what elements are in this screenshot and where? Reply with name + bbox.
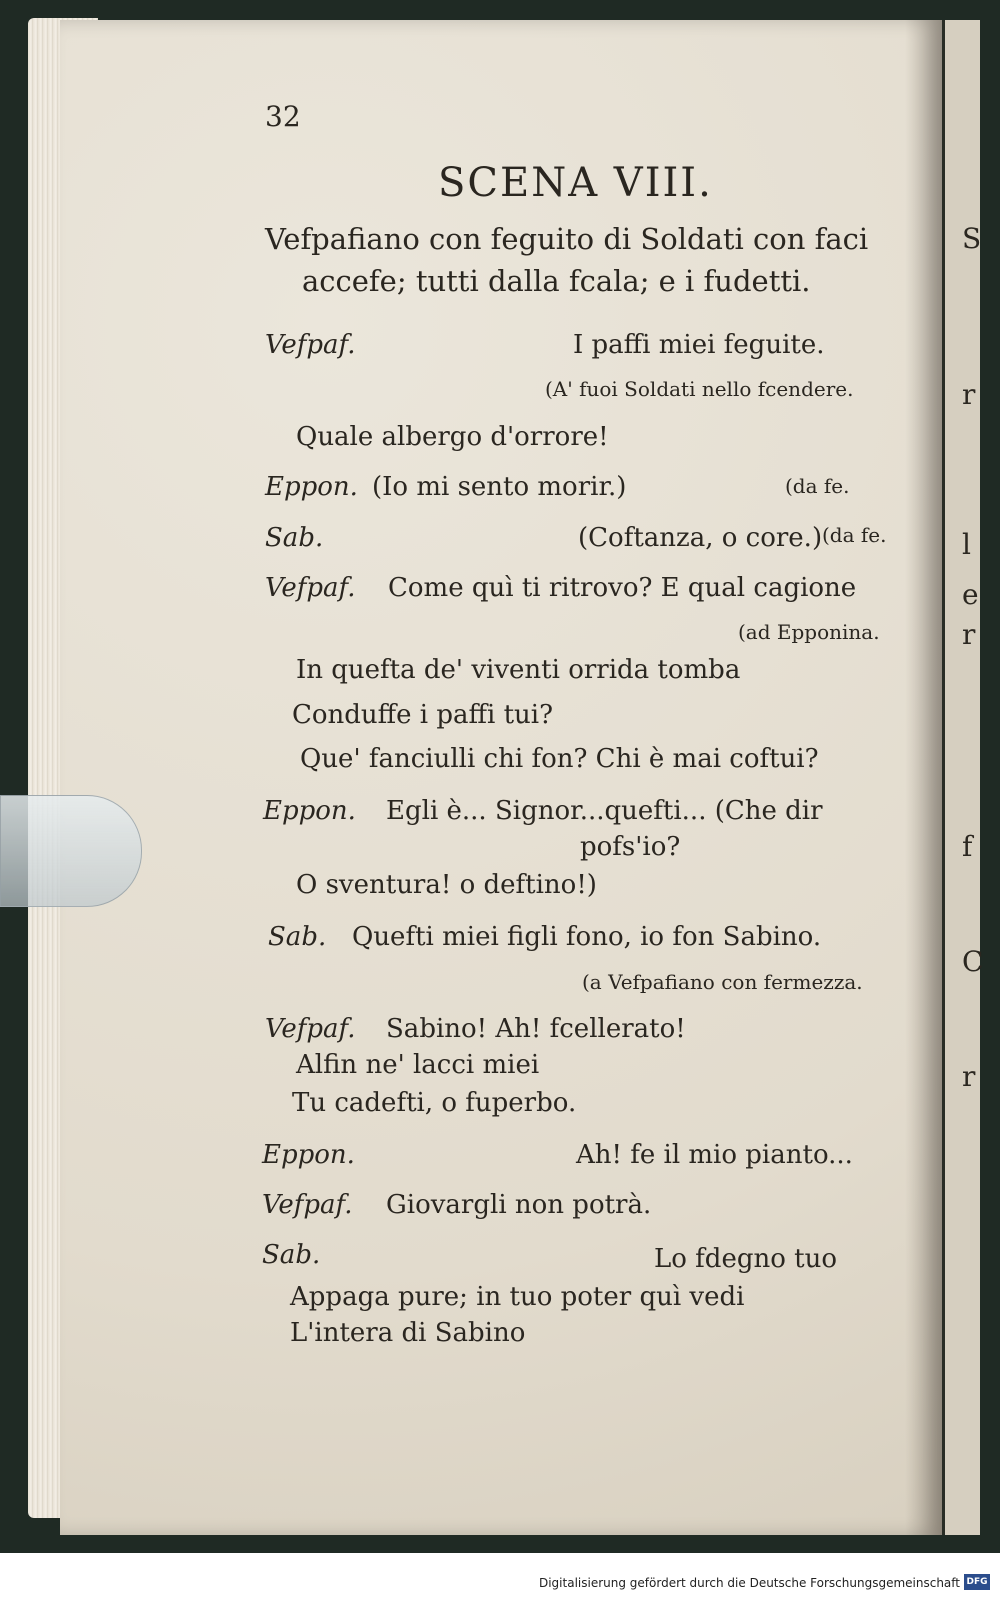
next-page-glyph: f — [962, 830, 973, 863]
verse-line: Quale albergo d'orrore! — [296, 422, 609, 452]
scene-title: SCENA VIII. — [438, 160, 713, 206]
verse-line: Que' fanciulli chi fon? Chi è mai coftui? — [300, 744, 819, 774]
next-page-glyph: S — [962, 222, 982, 255]
dfg-logo: DFG — [964, 1574, 990, 1590]
stage-heading: accefe; tutti dalla fcala; e i fudetti. — [302, 264, 811, 298]
speaker-name: Eppon. — [262, 1140, 355, 1170]
next-page-glyph: r — [962, 618, 976, 651]
aside-direction: (da fe. — [822, 523, 887, 547]
verse-line: L'intera di Sabino — [290, 1318, 526, 1348]
speaker-name: Sab. — [262, 1240, 321, 1270]
verse-line: (Coftanza, o core.) — [578, 523, 823, 553]
verse-line: O sventura! o deftino!) — [296, 870, 597, 900]
spine-shadow — [905, 20, 945, 1535]
speaker-name: Eppon. — [265, 472, 358, 502]
verse-line: Conduffe i paffi tui? — [292, 700, 554, 730]
verse-line: Quefti miei figli fono, io fon Sabino. — [352, 922, 822, 952]
verse-line: (Io mi sento morir.) — [372, 472, 627, 502]
verse-line: Tu cadefti, o fuperbo. — [292, 1088, 577, 1118]
speaker-name: Eppon. — [263, 796, 356, 826]
verse-line: Alfin ne' lacci miei — [296, 1050, 540, 1080]
next-page-glyph: l — [962, 528, 971, 561]
verse-line: Egli è... Signor...quefti... (Che dir — [386, 796, 823, 826]
speaker-name: Vefpaf. — [265, 330, 356, 360]
page-clip — [0, 795, 142, 907]
next-page-glyph: e — [962, 578, 979, 611]
verse-line: Come quì ti ritrovo? E qual cagione — [388, 573, 857, 603]
next-page-glyph: C — [962, 945, 984, 978]
stage-heading: Vefpafiano con feguito di Soldati con faci — [265, 222, 869, 256]
stage-direction: (A' fuoi Soldati nello fcendere. — [545, 377, 854, 401]
stage-direction: (ad Epponina. — [738, 620, 880, 644]
footer-credit: Digitalisierung gefördert durch die Deutsche Forschungsgemeinschaft — [538, 1576, 960, 1590]
verse-line: pofs'io? — [580, 832, 681, 862]
next-page-glyph: r — [962, 1060, 976, 1093]
speaker-name: Vefpaf. — [262, 1190, 353, 1220]
verse-line: Appaga pure; in tuo poter quì vedi — [290, 1282, 745, 1312]
stage-direction: (a Vefpafiano con fermezza. — [582, 970, 863, 994]
speaker-name: Vefpaf. — [265, 573, 356, 603]
verse-line: In quefta de' viventi orrida tomba — [296, 655, 741, 685]
verse-line: Giovargli non potrà. — [386, 1190, 652, 1220]
aside-direction: (da fe. — [785, 474, 850, 498]
speaker-name: Sab. — [268, 922, 327, 952]
speaker-name: Vefpaf. — [265, 1014, 356, 1044]
verse-line: Sabino! Ah! fcellerato! — [386, 1014, 686, 1044]
verse-line: I paffi miei feguite. — [573, 330, 825, 360]
verse-line: Lo fdegno tuo — [654, 1244, 837, 1274]
verse-line: Ah! fe il mio pianto... — [576, 1140, 853, 1170]
page-number: 32 — [265, 100, 301, 133]
next-page-glyph: r — [962, 378, 976, 411]
speaker-name: Sab. — [265, 523, 324, 553]
